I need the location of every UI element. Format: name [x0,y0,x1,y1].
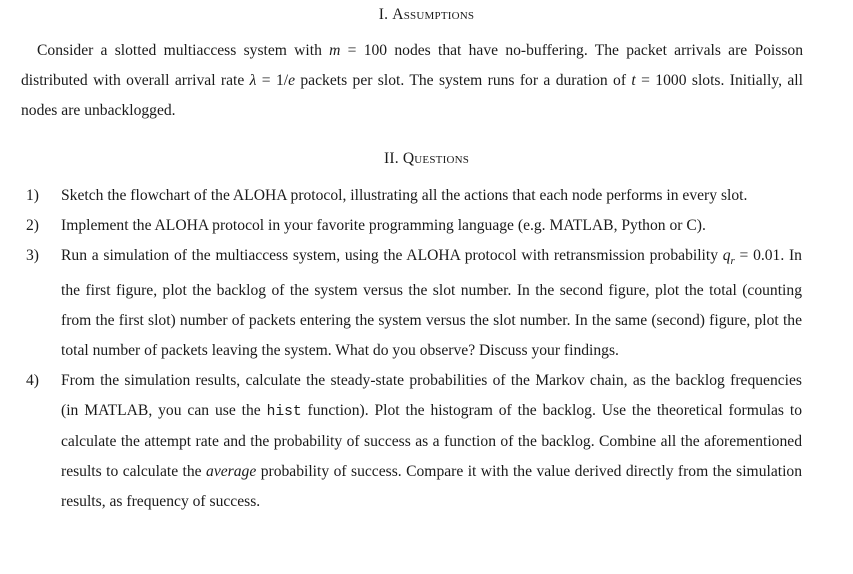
question-text: Sketch the flowchart of the ALOHA protocol, illustrating all the actions that each node performs in every slot. [61,187,748,204]
assumptions-text-4: slots. Initially, all nodes are unbacklogged. [21,72,803,119]
question-text-c: probability of success. Compare it with the value derived directly from the simulation results, as frequency of success. [61,463,802,511]
question-item-3 [0,241,802,366]
assumptions-text-3: packets per slot. The system runs for a duration of [295,72,632,89]
var-q: q [722,247,731,264]
question-text: Implement the ALOHA protocol in your favorite programming language (e.g. MATLAB, Python or C). [61,217,706,234]
var-t: t [631,72,636,89]
assumptions-text-2: nodes that have no-buffering. The packet arrivals are Poisson distributed with overall arrival rate [21,42,803,89]
assumptions-paragraph [21,36,803,126]
assumptions-numeral: I. [378,6,389,23]
question-number: 1) [26,187,39,204]
questions-heading [0,150,853,168]
assumptions-text-1: Consider a slotted multiaccess system with [37,42,330,59]
question-number: 4) [26,372,39,390]
assumptions-title: Assumptions [392,6,475,23]
question-number: 2) [26,217,39,234]
question-item-4 [0,366,802,517]
questions-title: Questions [402,150,470,167]
lambda-equation: = 1/ [256,72,289,89]
assumptions-heading [0,6,853,24]
questions-numeral: II. [383,150,399,167]
question-text-a: Run a simulation of the multiaccess system, using the ALOHA protocol with retransmission probability [61,247,723,264]
questions-list [0,181,853,517]
question-text-a: From the simulation results, calculate the steady-state probabilities of the Markov chain, as the backlog frequencies (in MATLAB, you can use the [61,372,802,420]
var-q-subscript: r [730,255,735,268]
question-number: 3) [26,247,39,264]
code-hist: hist [266,404,302,421]
question-text-b: . In the first figure, plot the backlog of the system versus the slot number. In the second figure, plot the total (counting from the first slot) number of packets entering the system versus the slot number. In the same (second) figure, plot the total number of packets leaving the system. What do you observe? Discuss your findings. [61,247,802,360]
t-equation: = 1000 [635,72,687,89]
var-lambda: λ [249,72,257,89]
emphasis-average: average [206,463,257,481]
q-equation: = 0.01 [734,247,781,264]
m-equation: = 100 [340,42,388,59]
question-item-1 [0,181,802,211]
var-e: e [288,72,296,89]
var-m: m [329,42,341,59]
question-text-b: function). Plot the histogram of the backlog. Use the theoretical formulas to calculate the attempt rate and the probability of success as a function of the backlog. Combine all the aforementioned results to calculate the [61,402,803,481]
question-item-2 [0,211,802,241]
